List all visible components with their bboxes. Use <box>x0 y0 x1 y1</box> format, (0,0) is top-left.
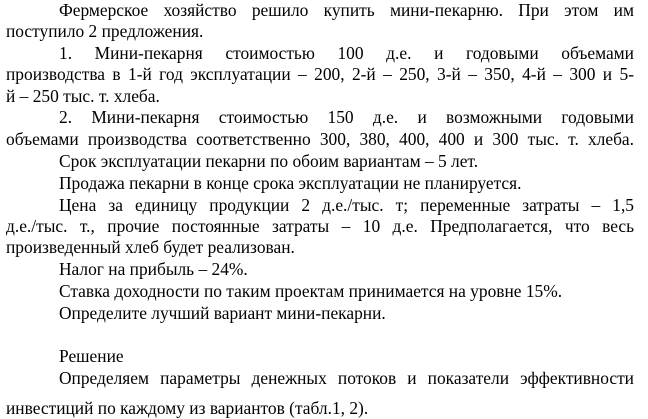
text-line: Определяем параметры денежных потоков и показатели эффективности <box>59 368 634 388</box>
text-line: объемами производства соответственно 300, 380, 400, 400 и 300 тыс. т. хлеба. <box>6 129 634 149</box>
text-line: инвестиций по каждому из вариантов (табл.1, 2). <box>6 398 369 418</box>
text-line: Срок эксплуатации пекарни по обоим вариантам – 5 лет. <box>59 151 479 171</box>
text-line: Продажа пекарни в конце срока эксплуатации не планируется. <box>59 173 522 193</box>
text-line: Налог на прибыль – 24%. <box>59 259 248 279</box>
text-line: д.е./тыс. т., прочие постоянные затраты – 10 д.е. Предполагается, что весь <box>6 216 634 236</box>
text-line: произведенный хлеб будет реализован. <box>6 237 295 257</box>
text-line: 1. Мини-пекарня стоимостью 100 д.е. и годовыми объемами <box>59 43 634 63</box>
text-line: 2. Мини-пекарня стоимостью 150 д.е. и возможными годовыми <box>59 107 634 127</box>
text-line: Цена за единицу продукции 2 д.е./тыс. т; переменные затраты – 1,5 <box>59 195 634 215</box>
text-line: Определите лучший вариант мини-пекарни. <box>59 303 386 323</box>
section-heading: Решение <box>59 346 124 366</box>
text-line: Ставка доходности по таким проектам принимается на уровне 15%. <box>59 281 563 301</box>
text-line: производства в 1-й год эксплуатации – 200, 2-й – 250, 3-й – 350, 4-й – 300 и 5- <box>6 64 634 84</box>
text-line: поступило 2 предложения. <box>6 21 204 41</box>
text-line: й – 250 тыс. т. хлеба. <box>6 86 160 106</box>
text-line: Фермерское хозяйство решило купить мини-пекарню. При этом им <box>59 0 634 20</box>
